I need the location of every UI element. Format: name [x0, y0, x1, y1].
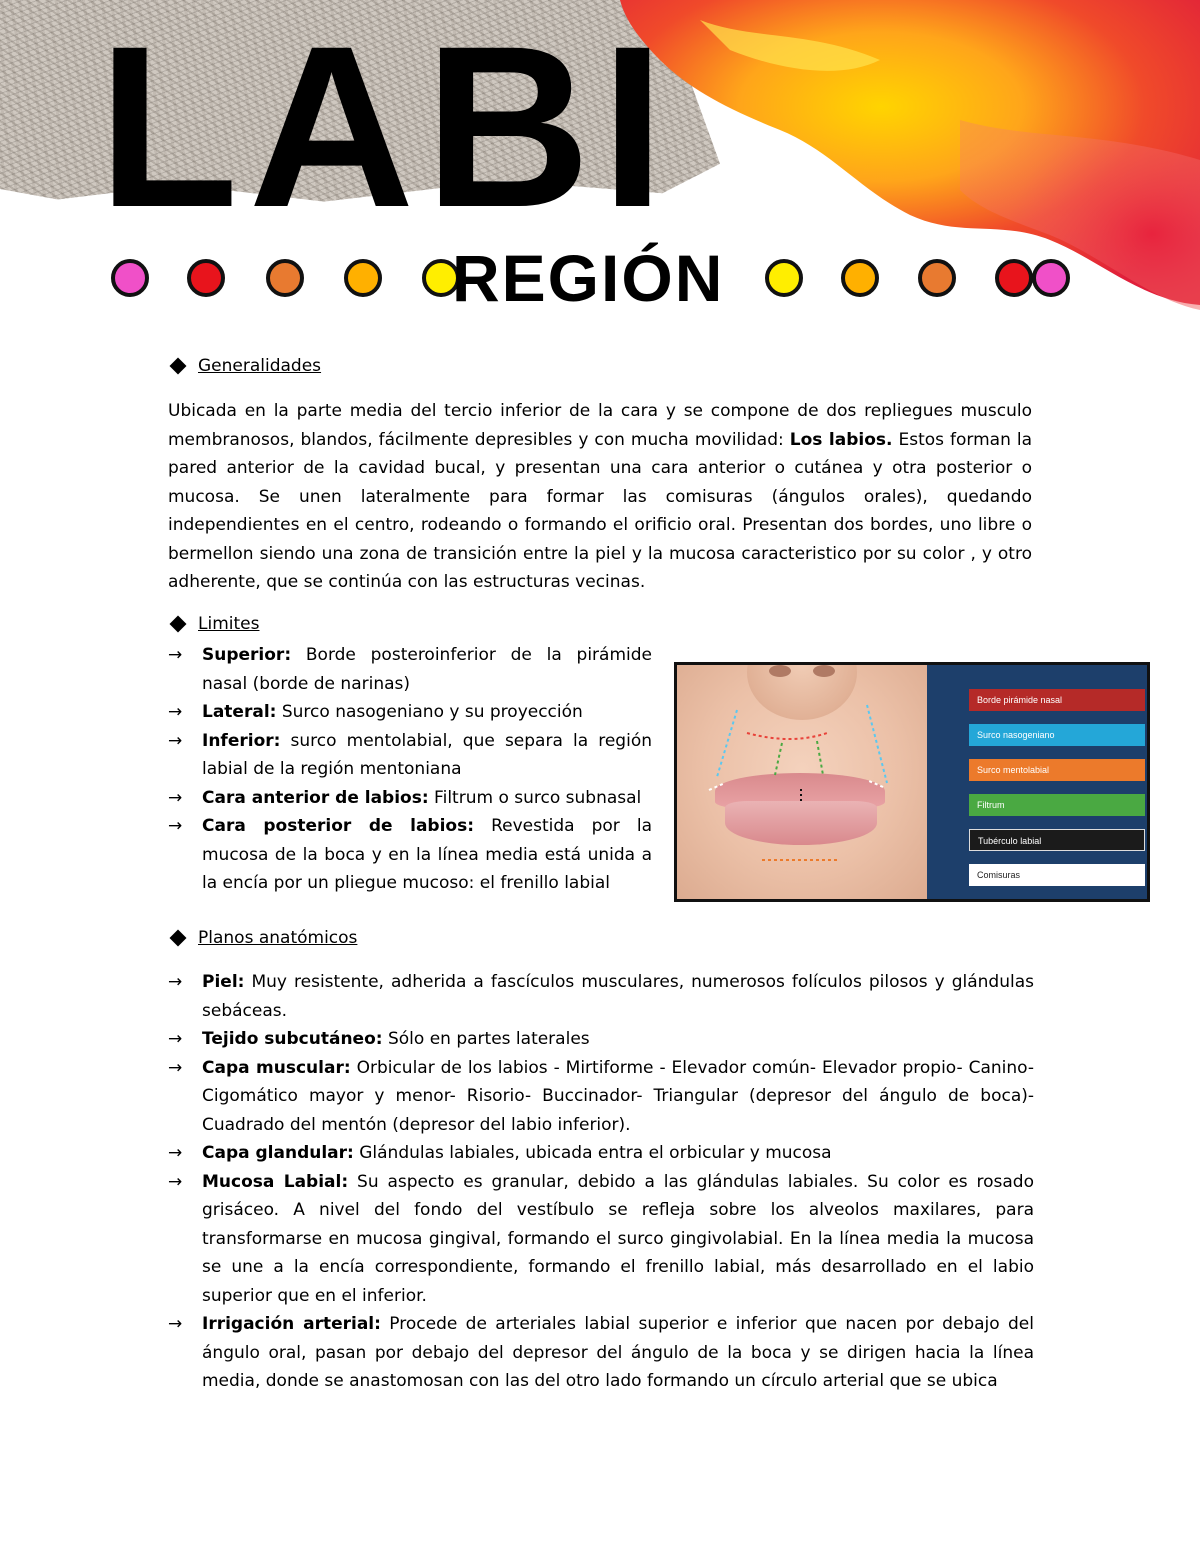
item-text: Su aspecto es granular, debido a las glándulas labiales. Su color es rosado grisáceo. A nivel del fondo del vestíbulo se refleja sobre los alveolos maxilares, para transformarse en mucosa gingival, formando el surco gingivolabial. En la línea media la mucosa se une a la encía correspondiente, formando el frenillo labial, más desarrollado en el labio superior que en el inferior.	[202, 1171, 1034, 1306]
legend-label: Tubérculo labial	[969, 829, 1145, 851]
diamond-bullet-icon	[170, 616, 187, 633]
item-text: Sólo en partes laterales	[382, 1029, 590, 1049]
figure-legend-panel	[927, 665, 1147, 899]
diamond-bullet-icon	[170, 930, 187, 947]
item-label: Capa glandular:	[202, 1143, 354, 1163]
section-generalidades-head	[168, 356, 321, 376]
arrow-right-icon: →	[168, 1057, 183, 1078]
arrow-right-icon: →	[168, 1143, 183, 1163]
item-text: surco mentolabial, que separa la región labial de la región mentoniana	[202, 730, 652, 779]
planos-list	[168, 968, 1034, 1396]
legend-label: Filtrum	[969, 794, 1145, 816]
list-item	[168, 1054, 1034, 1140]
item-text: Revestida por la mucosa de la boca y en la línea media está unida a la encía por un pliegue mucoso: el frenillo labial	[202, 816, 652, 893]
item-text: Filtrum o surco subnasal	[428, 787, 642, 808]
legend-label: Comisuras	[969, 864, 1145, 886]
item-label: Lateral:	[202, 702, 277, 722]
list-item	[168, 1139, 1034, 1168]
diamond-bullet-icon	[170, 358, 187, 375]
item-label: Mucosa Labial:	[202, 1171, 349, 1192]
item-label: Cara anterior de labios:	[202, 787, 429, 808]
arrow-right-icon: →	[168, 787, 183, 808]
list-item	[168, 727, 652, 784]
list-item	[168, 968, 1034, 1025]
list-item	[168, 1025, 1034, 1054]
section-title-generalidades: Generalidades	[198, 356, 322, 376]
arrow-right-icon: →	[168, 1314, 183, 1334]
dot-8	[918, 259, 956, 297]
dot-3	[266, 259, 304, 297]
item-text: Borde posteroinferior de la pirámide nasal (borde de narinas)	[202, 645, 652, 694]
arrow-right-icon: →	[168, 972, 183, 992]
arrow-right-icon: →	[168, 645, 183, 665]
legend-label: Surco mentolabial	[969, 759, 1145, 781]
item-label: Inferior:	[202, 730, 281, 751]
generalidades-paragraph	[168, 397, 1032, 597]
dot-1	[111, 259, 149, 297]
generalidades-bold: Los labios.	[789, 429, 893, 450]
item-label: Superior:	[202, 645, 292, 665]
item-label: Irrigación arterial:	[202, 1314, 381, 1334]
generalidades-text: Ubicada en la parte media del tercio inferior de la cara y se compone de dos repliegues musculo membranosos, blandos, fácilmente depresibles y con mucha movilidad:	[168, 401, 1032, 450]
lips-anatomy-figure	[674, 662, 1150, 902]
arrow-right-icon: →	[168, 730, 183, 751]
item-label: Piel:	[202, 972, 245, 992]
list-item	[168, 641, 652, 698]
item-label: Cara posterior de labios:	[202, 816, 475, 836]
item-label: Capa muscular:	[202, 1057, 351, 1078]
list-item	[168, 1310, 1034, 1396]
list-item	[168, 1168, 1034, 1311]
list-item	[168, 784, 652, 813]
dot-9	[995, 259, 1033, 297]
section-title-planos: Planos anatómicos	[198, 928, 358, 948]
dot-4	[344, 259, 382, 297]
item-text: Muy resistente, adherida a fascículos musculares, numerosos folículos pilosos y glándulas sebáceas.	[202, 972, 1034, 1021]
item-label: Tejido subcutáneo:	[202, 1029, 383, 1049]
item-text: Surco nasogeniano y su proyección	[276, 702, 583, 722]
dot-2	[187, 259, 225, 297]
item-text: Procede de arteriales labial superior e inferior que nacen por debajo del ángulo oral, pasan por debajo del depresor del ángulo de la boca y se dirigen hacia la línea media, donde se anastomosan con las del otro lado formando un círculo arterial que se ubica	[202, 1314, 1034, 1391]
dot-7	[841, 259, 879, 297]
section-planos-head	[168, 928, 357, 948]
limites-list	[168, 641, 652, 898]
section-limites-head	[168, 614, 259, 634]
dot-10	[1032, 259, 1070, 297]
item-text: Orbicular de los labios - Mirtiforme - Elevador común- Elevador propio- Canino- Cigomático mayor y menor- Risorio- Buccinador- Triangular (depresor del ángulo de boca)- Cuadrado del mentón (depresor del labio inferior).	[202, 1057, 1034, 1135]
face-illustration	[677, 665, 927, 899]
dot-6	[765, 259, 803, 297]
section-title-limites: Limites	[198, 614, 260, 634]
title-labi: LABI	[98, 0, 675, 255]
generalidades-text-cont: Estos forman la pared anterior de la cavidad bucal, y presentan una cara anterior o cutánea y otra posterior o mucosa. Se unen lateralmente para formar las comisuras (ángulos orales), quedando independientes en el centro, rodeando o formando el orificio oral. Presentan dos bordes, uno libre o bermellon siendo una zona de transición entre la piel y la mucosa caracteristico por su color , y otro adherente, que se continúa con las estructuras vecinas.	[168, 429, 1032, 592]
arrow-right-icon: →	[168, 1029, 183, 1049]
page-header	[0, 0, 1200, 320]
arrow-right-icon: →	[168, 816, 183, 836]
legend-label: Surco nasogeniano	[969, 724, 1145, 746]
title-region: REGIÓN	[452, 241, 725, 315]
list-item	[168, 812, 652, 898]
arrow-right-icon: →	[168, 702, 183, 722]
item-text: Glándulas labiales, ubicada entra el orbicular y mucosa	[353, 1143, 832, 1163]
anatomy-guide-lines	[677, 665, 927, 899]
legend-label: Borde pirámide nasal	[969, 689, 1145, 711]
arrow-right-icon: →	[168, 1171, 183, 1192]
list-item	[168, 698, 652, 727]
